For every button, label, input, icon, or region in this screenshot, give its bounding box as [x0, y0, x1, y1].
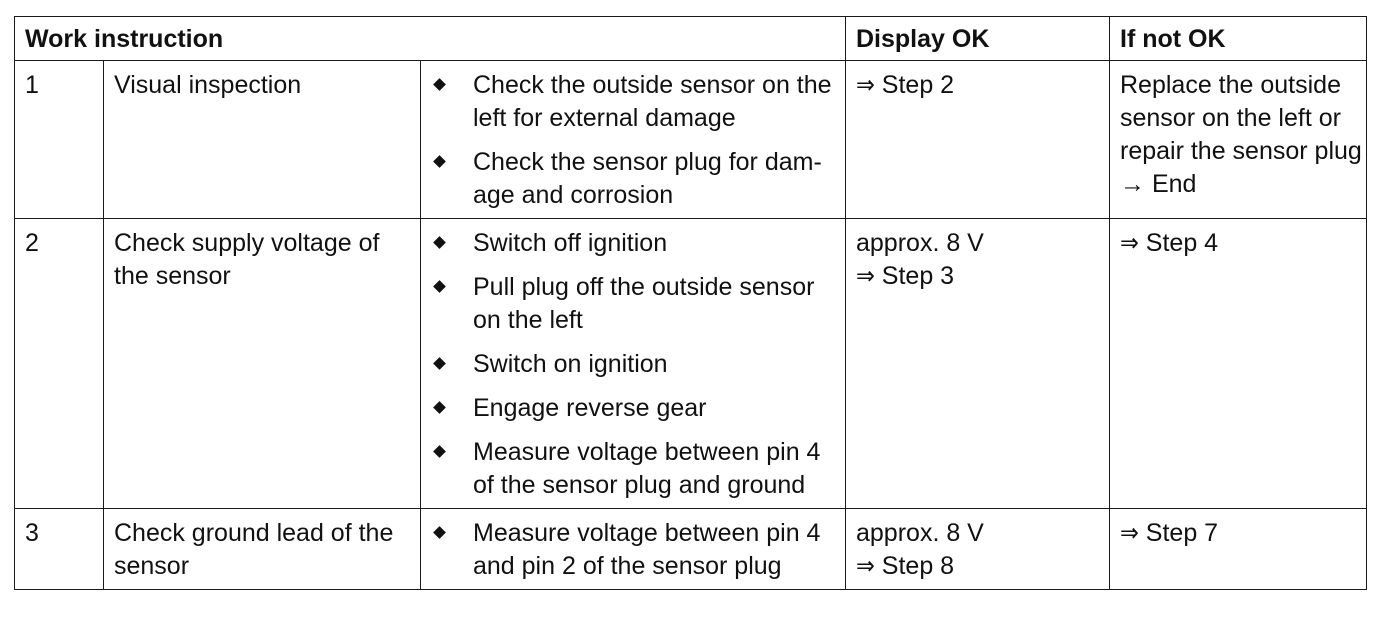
action-list — [431, 517, 845, 583]
diamond-bullet-icon — [433, 236, 446, 249]
table-row — [15, 219, 1367, 509]
action-list — [431, 227, 845, 502]
list-item — [431, 146, 845, 212]
diamond-bullet-icon — [433, 445, 446, 458]
display-ok-text: ⇒ Step 2 — [856, 71, 955, 99]
action-text: Check the sensor plug for dam-age and corrosion — [473, 148, 822, 209]
diamond-bullet-icon — [433, 357, 446, 370]
step-number: 2 — [15, 219, 104, 509]
display-ok-text: ⇒ Step 3 — [856, 262, 955, 290]
if-not-ok-text: ⇒ Step 7 — [1120, 519, 1219, 547]
action-text: Pull plug off the outside sensor on the left — [473, 273, 815, 334]
list-item — [431, 271, 845, 337]
table-header-row — [15, 17, 1367, 61]
table-row — [15, 61, 1367, 219]
if-not-ok-cell — [1110, 509, 1367, 590]
step-title: Visual inspection — [104, 61, 421, 219]
display-ok-text: ⇒ Step 8 — [856, 552, 955, 580]
if-not-ok-cell — [1110, 219, 1367, 509]
action-text: Engage reverse gear — [473, 394, 707, 422]
action-text: Measure voltage between pin 4 and pin 2 of the sensor plug — [473, 519, 821, 580]
step-title: Check ground lead of the sensor — [104, 509, 421, 590]
header-if-not-ok: If not OK — [1110, 17, 1367, 61]
action-text: Measure voltage between pin 4 of the sensor plug and ground — [473, 438, 821, 499]
list-item — [431, 227, 845, 260]
header-display-ok: Display OK — [846, 17, 1110, 61]
action-text: Switch off ignition — [473, 229, 668, 257]
header-work-instruction: Work instruction — [15, 17, 846, 61]
if-not-ok-text: → End — [1120, 170, 1197, 198]
display-ok-cell — [846, 509, 1110, 590]
list-item — [431, 436, 845, 502]
if-not-ok-text: Replace the outside sensor on the left or repair the sensor plug — [1120, 71, 1362, 165]
action-text: Check the outside sensor on the left for external damage — [473, 71, 832, 132]
list-item — [431, 517, 845, 583]
diamond-bullet-icon — [433, 280, 446, 293]
step-number: 1 — [15, 61, 104, 219]
list-item — [431, 348, 845, 381]
diamond-bullet-icon — [433, 526, 446, 539]
display-ok-text: approx. 8 V — [856, 519, 984, 547]
action-text: Switch on ignition — [473, 350, 668, 378]
diamond-bullet-icon — [433, 155, 446, 168]
diamond-bullet-icon — [433, 78, 446, 91]
step-actions — [421, 61, 846, 219]
step-actions — [421, 509, 846, 590]
step-actions — [421, 219, 846, 509]
work-instruction-table — [14, 16, 1367, 590]
list-item — [431, 392, 845, 425]
if-not-ok-cell — [1110, 61, 1367, 219]
diamond-bullet-icon — [433, 401, 446, 414]
display-ok-cell — [846, 219, 1110, 509]
list-item — [431, 69, 845, 135]
table-row — [15, 509, 1367, 590]
work-instruction-sheet — [14, 16, 1367, 590]
if-not-ok-text: ⇒ Step 4 — [1120, 229, 1219, 257]
step-title: Check supply voltage of the sensor — [104, 219, 421, 509]
display-ok-cell — [846, 61, 1110, 219]
display-ok-text: approx. 8 V — [856, 229, 984, 257]
action-list — [431, 69, 845, 212]
step-number: 3 — [15, 509, 104, 590]
